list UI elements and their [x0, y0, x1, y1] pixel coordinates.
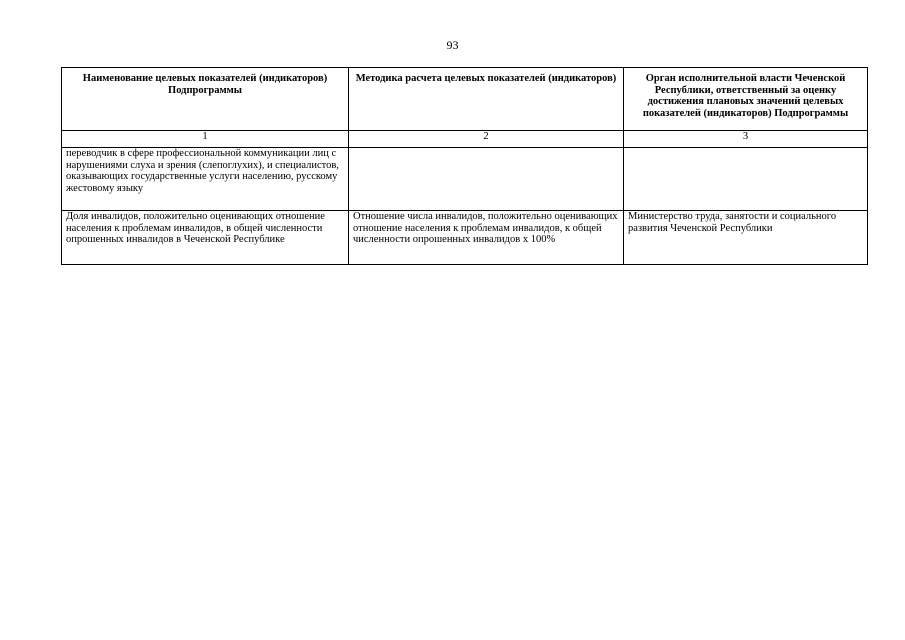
- page-number: 93: [446, 38, 459, 52]
- table-cell: Доля инвалидов, положительно оценивающих отношение населения к проблемам инвалидов, в общей численности опрошенных инвалидов в Чеченской Республике: [62, 211, 349, 265]
- column-number-1: 1: [62, 131, 349, 148]
- header-indicator-name: Наименование целевых показателей (индикаторов) Подпрограммы: [62, 68, 349, 131]
- table-cell: [624, 148, 868, 211]
- indicators-table: [61, 67, 868, 265]
- table-header-row: [62, 68, 868, 131]
- column-number-2: 2: [349, 131, 624, 148]
- table-row: [62, 148, 868, 211]
- header-responsible-authority: Орган исполнительной власти Чеченской Республики, ответственный за оценку достижения плановых значений целевых показателей (индикаторов) Подпрограммы: [624, 68, 868, 131]
- table-cell: [349, 148, 624, 211]
- column-number-row: [62, 131, 868, 148]
- table-row: [62, 211, 868, 265]
- header-calculation-method: Методика расчета целевых показателей (индикаторов): [349, 68, 624, 131]
- table-cell: Министерство труда, занятости и социального развития Чеченской Республики: [624, 211, 868, 265]
- column-number-3: 3: [624, 131, 868, 148]
- table-cell: переводчик в сфере профессиональной коммуникации лиц с нарушениями слуха и зрения (слепоглухих), и специалистов, оказывающих государственные услуги населению, русскому жестовому языку: [62, 148, 349, 211]
- table-cell: Отношение числа инвалидов, положительно оценивающих отношение населения к проблемам инвалидов, к общей численности опрошенных инвалидов x 100%: [349, 211, 624, 265]
